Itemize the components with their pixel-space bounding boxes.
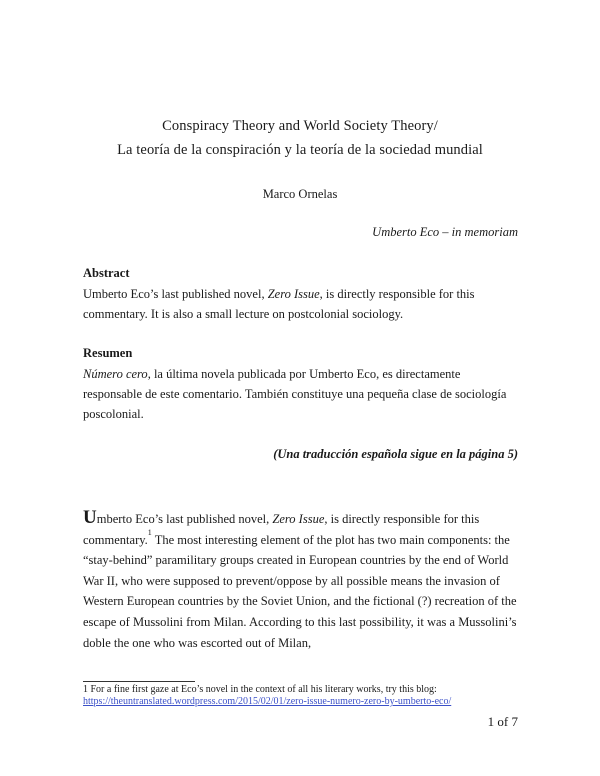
drop-cap: U	[83, 507, 97, 528]
resumen-text-post: , la última novela publicada por Umberto Eco, es directamente responsable de este comentario. También constituye una pequeña clase de sociología poscolonial.	[83, 367, 507, 421]
abstract-text-pre: Umberto Eco’s last published novel,	[83, 287, 268, 301]
footnote-divider	[83, 681, 195, 682]
dedication: Umberto Eco – in memoriam	[372, 225, 518, 239]
body-text-pre: mberto Eco’s last published novel,	[96, 512, 273, 526]
resumen-heading: Resumen	[83, 346, 133, 360]
abstract-text-post: , is directly responsible for this commentary. It is also a small lecture on postcolonial sociology.	[83, 287, 475, 321]
abstract-text	[83, 284, 519, 324]
body-book-title: Zero Issue	[272, 512, 325, 526]
footnote-reference[interactable]: 1	[147, 528, 152, 538]
resumen-text	[83, 364, 519, 424]
translation-note: (Una traducción española sigue en la página 5)	[273, 447, 518, 461]
title-english: Conspiracy Theory and World Society Theory/	[162, 118, 438, 134]
abstract-book-title: Zero Issue	[267, 287, 320, 301]
body-text-post: The most interesting element of the plot has two main components: the “stay-behind” paramilitary groups created in European countries by the end of World War II, who were supposed to prevent/oppose by all possible means the invasion of Western European countries by the Soviet Union, and the fictional (?) recreation of the escape of Mussolini from Milan. According to this last possibility, it was a Mussolini’s doble the one who was escorted out of Milan,	[83, 532, 517, 650]
abstract-heading: Abstract	[83, 266, 130, 280]
body-paragraph	[83, 508, 523, 653]
body-text-mid: , is directly responsible for this commentary.	[83, 512, 480, 547]
footnote	[83, 684, 553, 708]
title-spanish: La teoría de la conspiración y la teoría de la sociedad mundial	[117, 142, 483, 158]
resumen-book-title: Número cero	[83, 367, 148, 381]
page-number: 1 of 7	[487, 714, 518, 729]
footnote-link[interactable]: https://theuntranslated.wordpress.com/2015/02/01/zero-issue-numero-zero-by-umberto-eco/	[83, 696, 452, 707]
footnote-text: 1 For a fine first gaze at Eco’s novel in the context of all his literary works, try this blog:	[83, 684, 437, 695]
author-name: Marco Ornelas	[262, 187, 338, 201]
